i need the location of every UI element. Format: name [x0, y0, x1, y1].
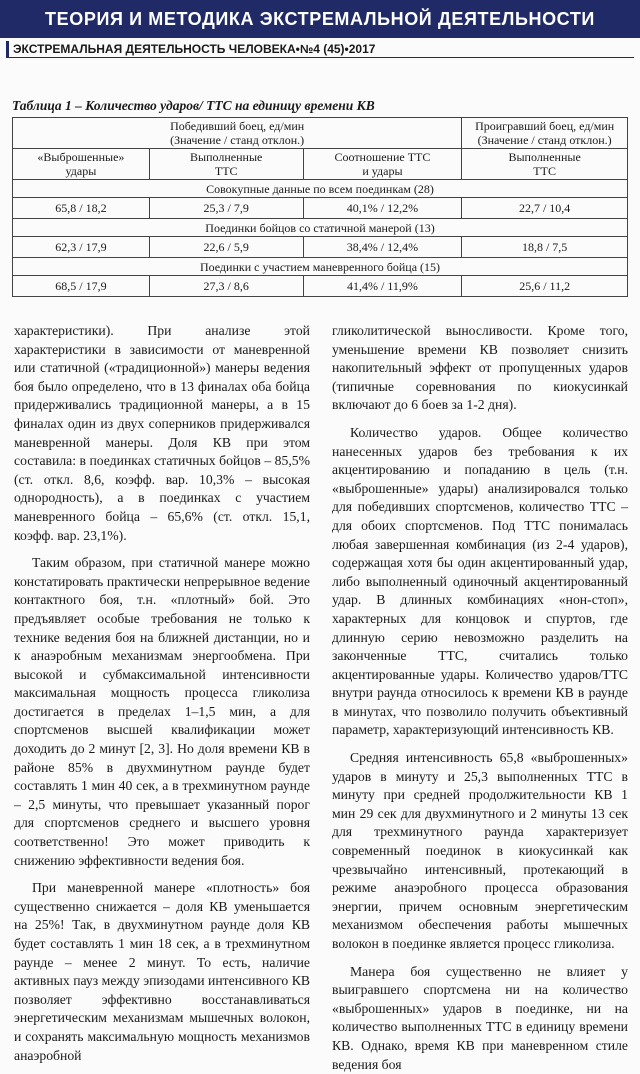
section-title-cell: Поединки бойцов со статичной манерой (13): [13, 219, 628, 237]
col-winner-tts: Выполненные ТТС: [149, 149, 303, 180]
data-table: [12, 117, 628, 297]
table-section-row: [13, 219, 628, 237]
col-ratio: Соотношение ТТС и удары: [303, 149, 462, 180]
section-title-cell: Совокупные данные по всем поединкам (28): [13, 180, 628, 198]
table-cell: 25,3 / 7,9: [149, 198, 303, 219]
paragraph: Количество ударов. Общее количество нанесенных ударов без требования к их акцентированию и попаданию в цель (т.н. «выброшенные» удары) анализировался только для победивших спортсменов, количество ТТС – для обоих спортсменов. Под ТТС понималась любая завершенная комбинация (из 2-4 ударов), содержащая хотя бы один акцентированный удар, либо выполненный одиночный акцентированный удар. В длинных комбинациях «нон-стоп», характерных для концовок и спуртов, где длинную серию невозможно разделить на законченные ТТС, считались только акцентированные удары. Количество ударов/ТТС внутри раунда относилось к времени КВ в раунде в минутах, что позволило получить объективный параметр, характеризующий интенсивность КВ.: [332, 424, 628, 738]
paragraph: Манера боя существенно не влияет у выигравшего спортсмена ни на количество «выброшенных» ударов в поединке, ни на количество выполненных ТТС в единицу времени КВ. Однако, время КВ при маневренном стиле ведения боя: [332, 963, 628, 1072]
table-section-row: [13, 258, 628, 276]
journal-bar: [0, 40, 640, 58]
paragraph: При маневренной манере «плотность» боя существенно снижается – доля КВ уменьшается на 25%! Так, в двухминутном раунде доля КВ будет составлять 1 мин 18 сек, а в трехминутном раунде – менее 2 минут. То есть, наличие активных пауз между эпизодами интенсивного КВ позволяет эффективно восстанавливаться энергетическим механизмам мышечных волокон, и сохранять максимальную мощность механизмов анаэробной: [14, 880, 310, 1063]
table-cell: 22,6 / 5,9: [149, 237, 303, 258]
section-title-cell: Поединки с участием маневренного бойца (15): [13, 258, 628, 276]
table-header-row: [13, 118, 628, 149]
table-subheader-row: [13, 149, 628, 180]
table-cell: 40,1% / 12,2%: [303, 198, 462, 219]
journal-rule: [6, 57, 634, 58]
journal-name: ЭКСТРЕМАЛЬНАЯ ДЕЯТЕЛЬНОСТЬ ЧЕЛОВЕКА•№4 (45)•2017: [6, 41, 375, 57]
col-thrown-strikes: «Выброшенные» удары: [13, 149, 150, 180]
table-row: [13, 198, 628, 219]
winner-header: Победивший боец, ед/мин (Значение / станд отклон.): [13, 118, 462, 149]
table-row: [13, 237, 628, 258]
table-section-row: [13, 180, 628, 198]
col-loser-tts: Выполненные ТТС: [462, 149, 628, 180]
table-row: [13, 276, 628, 297]
paragraph: Таким образом, при статичной манере можно констатировать практически непрерывное ведение контактного боя, т.н. «плотный» бой. Это предъявляет особые требования не только к технике ведения боя на ближней дистанции, но и к анаэробным механизмам энергообмена. При высокой и субмаксимальной интенсивности максимальная мощность процесса гликолиза достигается в пределах 1–1,5 мин, а для спортсменов высшей квалификации может доходить до 2 минут [2, 3]. Но доля времени КВ в районе 85% в двухминутном раунде будет составлять 1 мин 40 сек, а в трехминутном раунде – 2,5 минуты, что превышает указанный порог для спортсменов среднего и высшего уровня соответственно! Это может приводить к снижению эффективности ведения боя.: [14, 555, 310, 868]
paragraph: Средняя интенсивность 65,8 «выброшенных» ударов в минуту и 25,3 выполненных ТТС в минуту при средней продолжительности КВ 1 мин 29 сек для двухминутного и 2 минуты 13 сек для трехминутного раунда характеризует современный поединок в киокусинкай как чрезвычайно интенсивный, протекающий в режиме анаэробного процесса образования энергии, причем основным энергетическим механизмом обеспечения работы мышечных волокон в поединке является процесс гликолиза.: [332, 750, 628, 951]
section-title: ТЕОРИЯ И МЕТОДИКА ЭКСТРЕМАЛЬНОЙ ДЕЯТЕЛЬНОСТИ: [45, 9, 595, 29]
table-caption: Таблица 1 – Количество ударов/ ТТС на единицу времени КВ: [12, 98, 375, 113]
paragraph: гликолитической выносливости. Кроме того, уменьшение времени КВ позволяет снизить накопительный эффект от пропущенных ударов (типичные соревнования по киокусинкай включают до 6 боев за 1-2 дня).: [332, 323, 628, 413]
left-text-column: [14, 322, 310, 1065]
table-cell: 68,5 / 17,9: [13, 276, 150, 297]
table-cell: 62,3 / 17,9: [13, 237, 150, 258]
table-cell: 22,7 / 10,4: [462, 198, 628, 219]
loser-header: Проигравший боец, ед/мин (Значение / станд отклон.): [462, 118, 628, 149]
section-banner: [0, 0, 640, 38]
table-cell: 27,3 / 8,6: [149, 276, 303, 297]
table-cell: 18,8 / 7,5: [462, 237, 628, 258]
table-cell: 38,4% / 12,4%: [303, 237, 462, 258]
paragraph: характеристики). При анализе этой характеристики в зависимости от маневренной или статичной («традиционной») манеры ведения боя было определено, что в 13 финалах оба бойца придерживались традиционной манеры, а в 15 финалах один из двух соперников придерживался маневренной манеры. Доля КВ при этом составила: в поединках статичных бойцов – 85,5% (ст. откл. 8,6, коэфф. вар. 10,3% – высокая однородность), а в поединках с участием маневренного бойца – 65,6% (ст. откл. 15,1, коэфф. вар. 23,1%).: [14, 323, 310, 543]
table-cell: 25,6 / 11,2: [462, 276, 628, 297]
table-cell: 65,8 / 18,2: [13, 198, 150, 219]
table-cell: 41,4% / 11,9%: [303, 276, 462, 297]
right-text-column: [332, 322, 628, 1074]
